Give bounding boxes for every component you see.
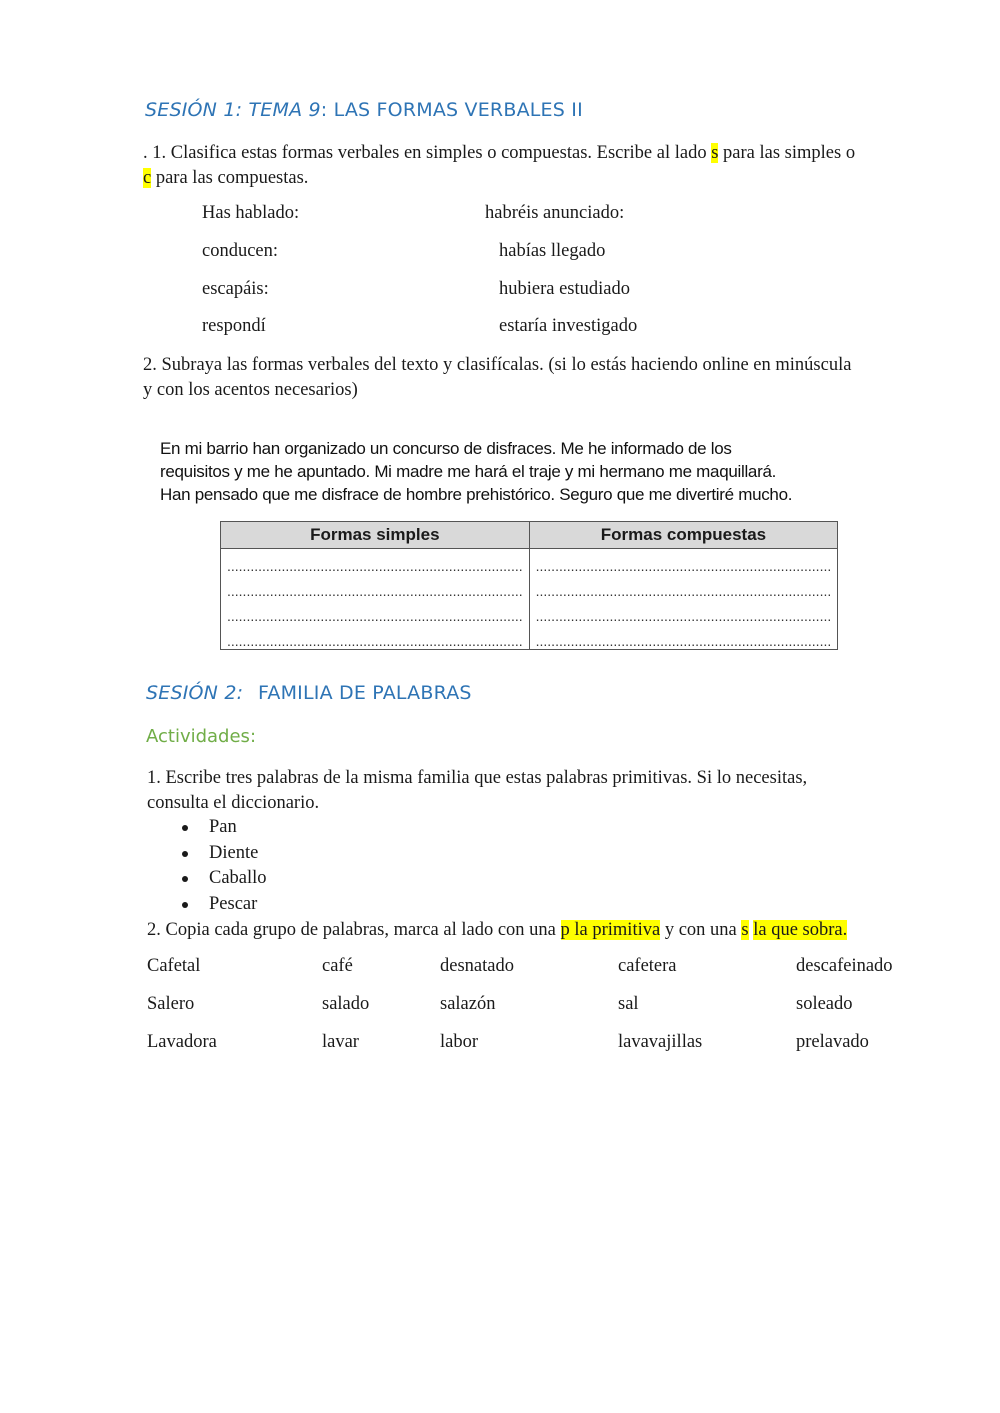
word: salazón bbox=[440, 994, 496, 1014]
q2-line2: y con los acentos necesarios) bbox=[143, 380, 358, 400]
session1-heading-suffix: : LAS FORMAS VERBALES II bbox=[320, 99, 583, 121]
passage bbox=[160, 437, 800, 506]
blank-line[interactable]: ............................................................................ bbox=[221, 599, 530, 624]
word: desnatado bbox=[440, 956, 514, 976]
blank-line[interactable]: ............................................................................ bbox=[529, 599, 838, 624]
q1-highlight-c: c bbox=[143, 168, 152, 188]
blank-line[interactable]: ............................................................................ bbox=[221, 624, 530, 650]
verb-left-0: Has hablado: bbox=[202, 203, 300, 223]
blank-line[interactable]: ............................................................................ bbox=[529, 624, 838, 650]
word: sal bbox=[618, 994, 639, 1014]
session2-heading: SESIÓN 2: bbox=[146, 682, 244, 704]
bullet-list bbox=[147, 815, 267, 917]
header-formas-compuestas: Formas compuestas bbox=[529, 522, 838, 549]
forms-table bbox=[220, 521, 838, 650]
forms-table-wrapper bbox=[220, 521, 838, 650]
word: labor bbox=[440, 1032, 479, 1052]
passage-line: requisitos y me he apuntado. Mi madre me hará el traje y mi hermano me maquillará. bbox=[160, 462, 777, 481]
session2-heading-title: FAMILIA DE PALABRAS bbox=[258, 682, 472, 704]
verb-left-3: respondí bbox=[202, 316, 266, 336]
list-item: Caballo bbox=[147, 866, 267, 892]
q1-text-b: para las simples o bbox=[718, 143, 856, 163]
header-formas-simples: Formas simples bbox=[221, 522, 530, 549]
verb-right-3: estaría investigado bbox=[499, 316, 638, 336]
highlight-primitiva: p la primitiva bbox=[560, 920, 661, 940]
activities-label: Actividades: bbox=[146, 726, 257, 747]
blank-line[interactable]: ............................................................................ bbox=[529, 574, 838, 599]
word: descafeinado bbox=[796, 956, 893, 976]
session1-question1 bbox=[143, 141, 933, 191]
session2-question2 bbox=[147, 918, 947, 943]
passage-line: En mi barrio han organizado un concurso de disfraces. Me he informado de los bbox=[160, 439, 732, 458]
verb-right-0: habréis anunciado: bbox=[485, 203, 625, 223]
blank-line[interactable]: ............................................................................ bbox=[221, 574, 530, 599]
word: prelavado bbox=[796, 1032, 869, 1052]
word: lavavajillas bbox=[618, 1032, 703, 1052]
word: Salero bbox=[147, 994, 195, 1014]
blank-line[interactable]: ............................................................................ bbox=[529, 549, 838, 575]
word: salado bbox=[322, 994, 370, 1014]
session1-heading bbox=[145, 99, 583, 121]
q1-text-a: . 1. Clasifica estas formas verbales en simples o compuestas. Escribe al lado bbox=[143, 143, 712, 163]
q2-line1: 2. Subraya las formas verbales del texto y clasifícalas. (si lo estás haciendo online en minúscula bbox=[143, 355, 852, 375]
word-groups bbox=[147, 956, 926, 1070]
verb-right-1: habías llegado bbox=[499, 241, 606, 261]
word: café bbox=[322, 956, 353, 976]
highlight-sobra: la que sobra. bbox=[753, 920, 848, 940]
verb-right-2: hubiera estudiado bbox=[499, 279, 630, 299]
s2-q2-text-a: 2. Copia cada grupo de palabras, marca al lado con una bbox=[147, 920, 561, 940]
list-item: Pescar bbox=[147, 892, 267, 918]
passage-line: Han pensado que me disfrace de hombre prehistórico. Seguro que me divertiré mucho. bbox=[160, 485, 793, 504]
session1-heading-prefix: SESIÓN 1: TEMA 9 bbox=[145, 99, 321, 121]
blank-line[interactable]: ............................................................................ bbox=[221, 549, 530, 575]
word: Lavadora bbox=[147, 1032, 217, 1052]
word: Cafetal bbox=[147, 956, 201, 976]
verb-left-1: conducen: bbox=[202, 241, 279, 261]
session2-question1 bbox=[147, 766, 937, 816]
session1-question2 bbox=[143, 353, 943, 403]
s2-q1-line1: 1. Escribe tres palabras de la misma familia que estas palabras primitivas. Si lo necesitas, bbox=[147, 768, 808, 788]
verb-left-2: escapáis: bbox=[202, 279, 269, 299]
word: cafetera bbox=[618, 956, 677, 976]
word: lavar bbox=[322, 1032, 359, 1052]
q1-text-c: para las compuestas. bbox=[151, 168, 309, 188]
q1-highlight-s: s bbox=[711, 143, 719, 163]
s2-q1-line2: consulta el diccionario. bbox=[147, 793, 320, 813]
highlight-s: s bbox=[741, 920, 749, 940]
list-item: Diente bbox=[147, 841, 267, 867]
word: soleado bbox=[796, 994, 853, 1014]
s2-q2-text-b: y con una bbox=[660, 920, 742, 940]
list-item: Pan bbox=[147, 815, 267, 841]
